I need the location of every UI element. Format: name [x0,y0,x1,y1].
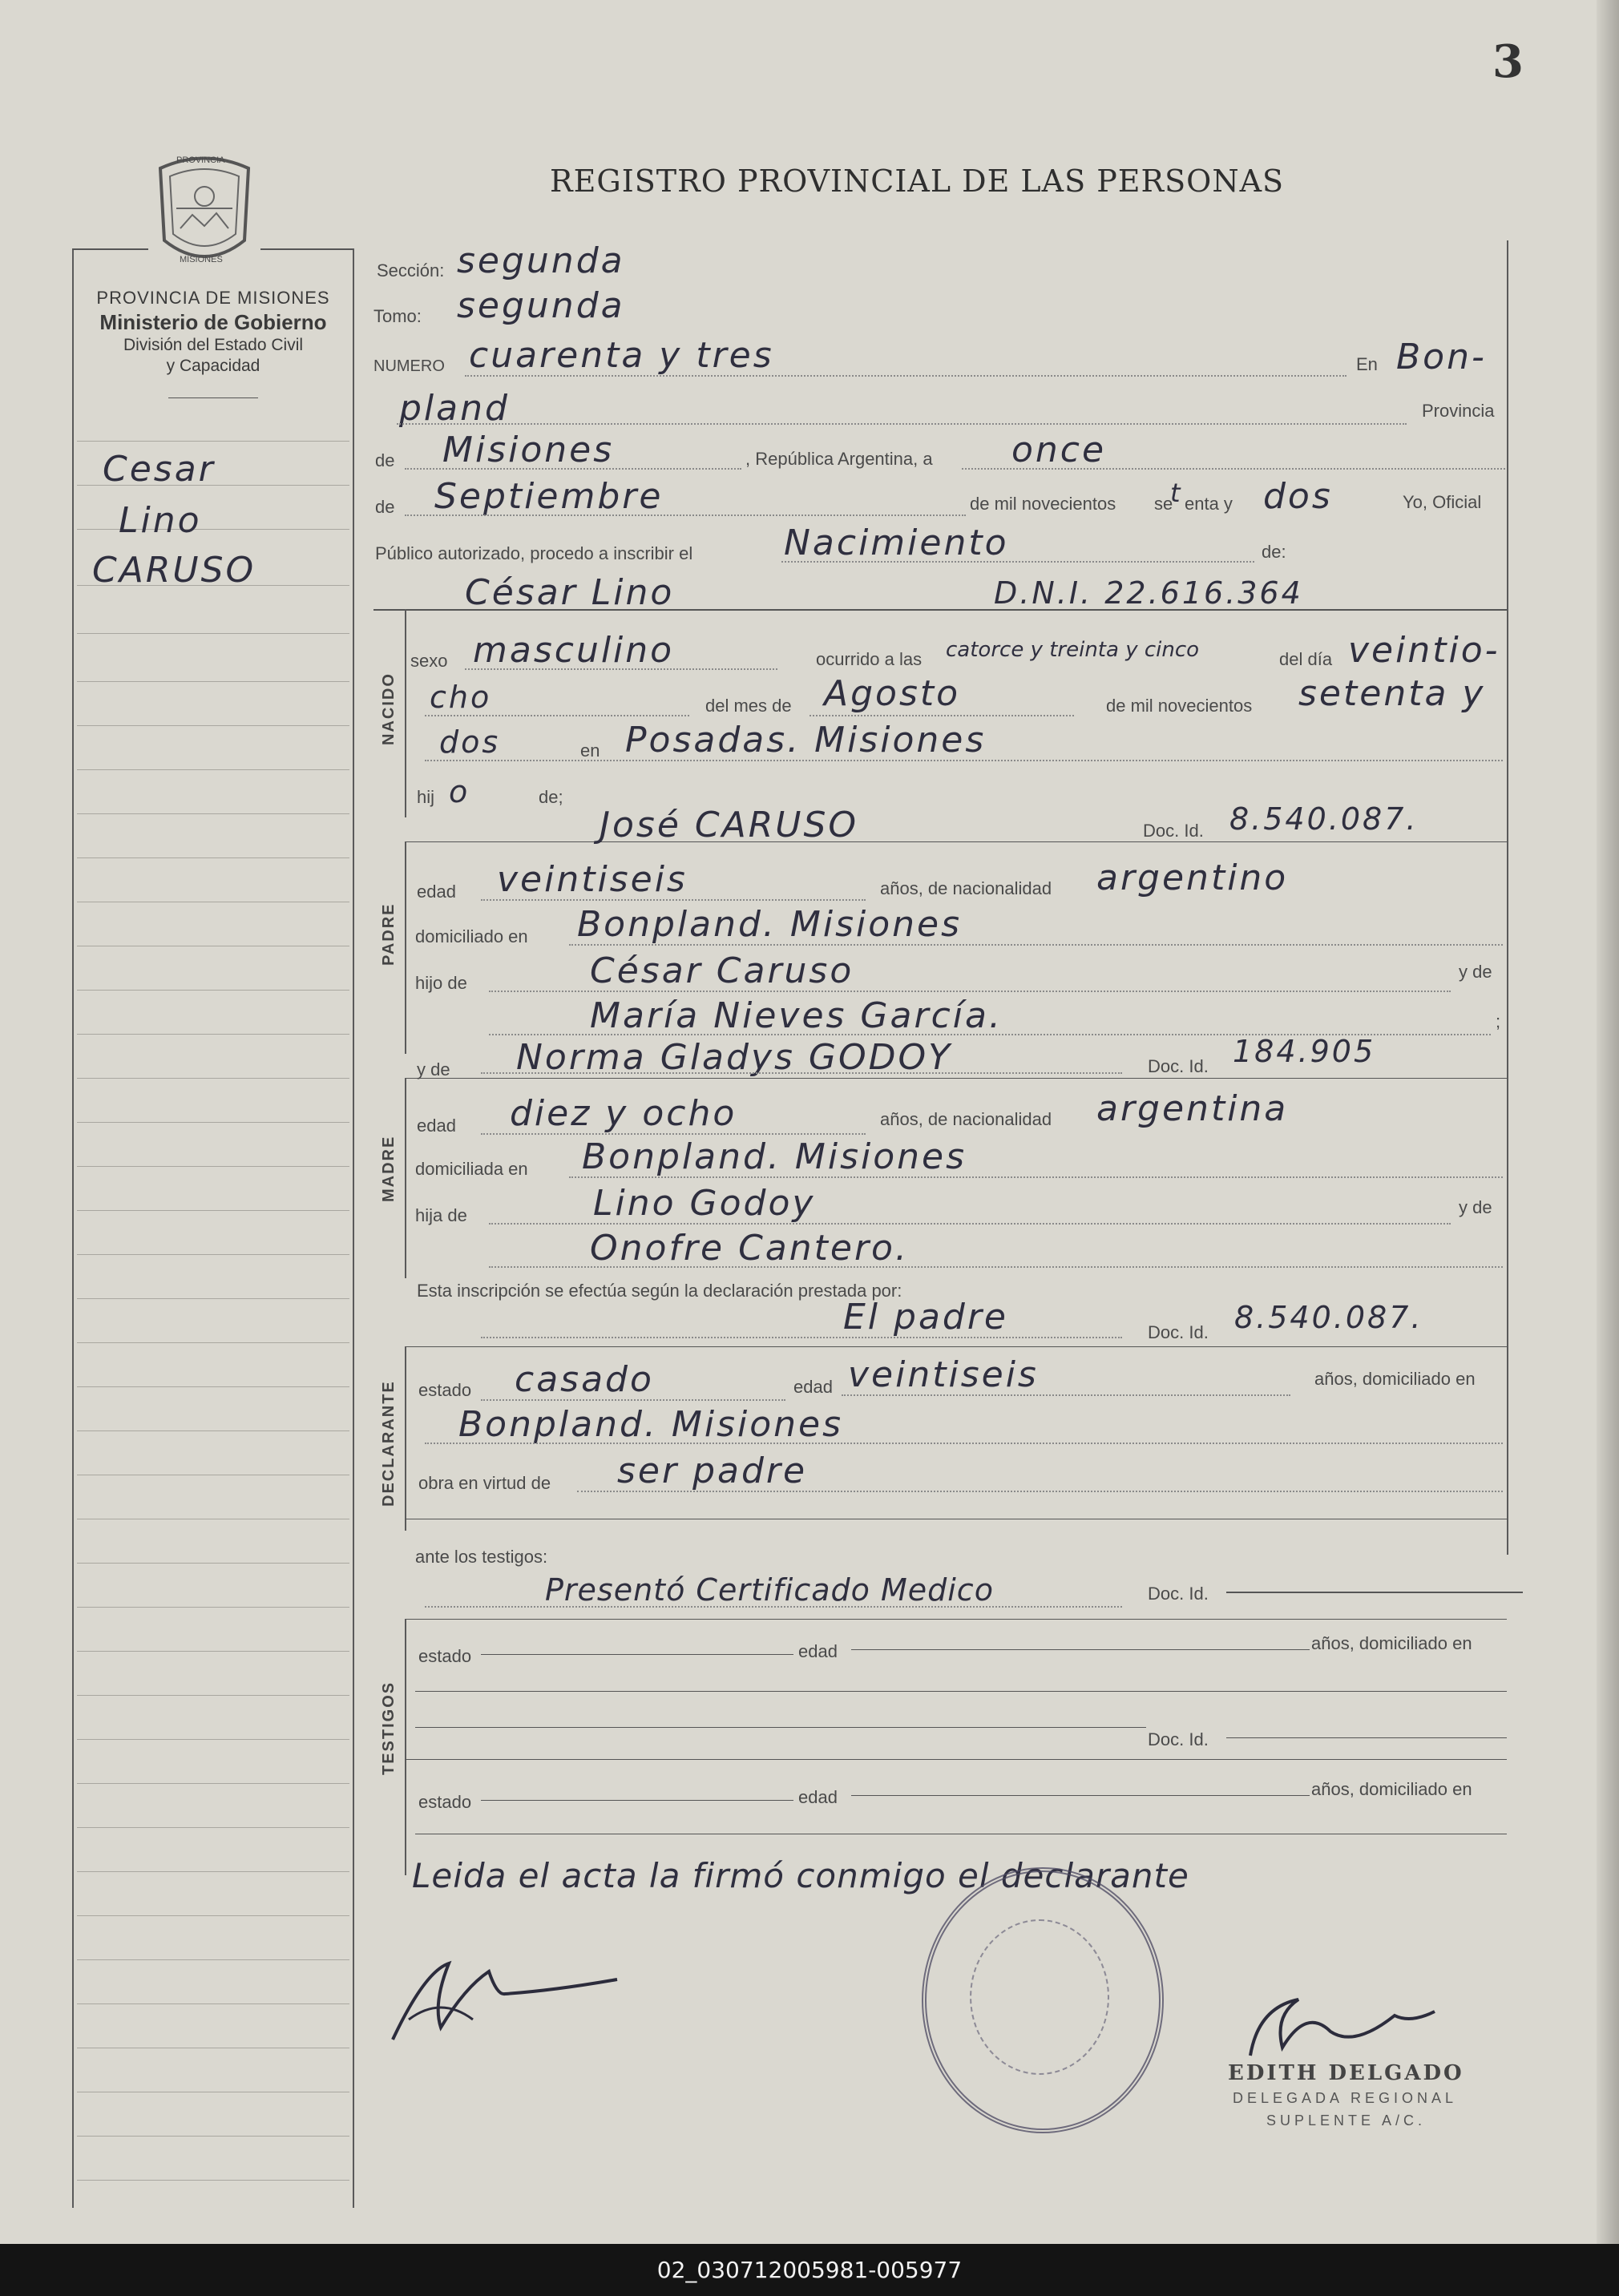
oficial-label: Yo, Oficial [1403,492,1482,512]
padre-madre-value: María Nieves García. [590,995,1003,1036]
nacido-de-label: de; [539,787,563,807]
madre-y-de-label: y de [417,1059,450,1079]
acto-dotted-line [781,561,1254,563]
declarante-edad-value: veintiseis [848,1354,1039,1395]
obra-label: obra en virtud de [418,1473,551,1493]
padre-domicilio-label: domiciliado en [415,926,528,946]
numero-label: NUMERO [373,357,445,375]
declarante-doc-label: Doc. Id. [1148,1322,1209,1342]
tomo-label: Tomo: [373,306,422,326]
padre-doc-value: 8.540.087. [1229,801,1419,837]
nacido-nombre-value: César Lino [465,572,675,613]
madre-nacionalidad-label: años, de nacionalidad [880,1109,1052,1129]
padre-edad-dotted-line [481,899,866,901]
nacido-bottom-line [405,841,1507,842]
provincia-dotted-line [405,468,741,470]
page-number: 3 [1492,35,1524,88]
testigo-edad-line [851,1649,1310,1650]
official-seal-inner [970,1919,1109,2075]
nacido-en-label: en [580,740,600,761]
ante-testigos-label: ante los testigos: [415,1547,548,1567]
padre-nacionalidad-value: argentino [1096,857,1289,898]
margin-top-line-right [260,248,353,250]
mil-value-mid: t [1170,478,1183,508]
mil-label: de mil novecientos [970,494,1116,514]
padre-nombre-value: José CARUSO [600,805,859,845]
declarante-domicilio-dotted-line [425,1443,1503,1444]
testigo-domicilio-label: años, domiciliado en [1311,1633,1472,1653]
emblem-text-top: PROVINCIA [176,155,225,165]
side-header [74,287,353,377]
numero-dotted-line [465,375,1346,377]
right-frame-line [1507,240,1508,1555]
hijo-label: hij [417,787,435,807]
declarante-estado-dotted-line [481,1399,785,1401]
publico-label: Público autorizado, procedo a inscribir el [375,543,693,563]
declarante-nombre-value: El padre [843,1297,1008,1338]
padre-separator: ; [1496,1011,1501,1031]
lugar-dotted-line [397,423,1407,425]
nacido-dia-continuation: cho [430,680,492,715]
testigo-edad-label-2: edad [798,1787,838,1807]
hijo-value: o [449,774,470,809]
dia-dotted-line [962,468,1505,470]
padre-domicilio-dotted-line [569,944,1503,946]
margin-note-line-3: CARUSO [92,550,256,591]
margin-divider-line [353,248,354,2208]
side-header-underline [168,397,258,398]
declarante-estado-label: estado [418,1380,472,1400]
nacido-anio-value: setenta y [1298,673,1486,714]
de-label-3: de: [1262,542,1286,562]
en-label: En [1356,354,1378,374]
seccion-label: Sección: [377,260,445,280]
mes-dotted-line [405,514,966,516]
province-label: PROVINCIA DE MISIONES [96,288,330,308]
anio-value: dos [1263,476,1333,517]
dia-value: once [1011,430,1107,470]
left-frame-line [72,248,74,2208]
testigo-line-2 [415,1691,1507,1692]
padre-bottom-line [405,1078,1507,1079]
declarante-edad-dotted-line [842,1394,1290,1396]
padre-divider [405,841,406,1054]
madre-y-de-label-2: y de [1459,1197,1492,1217]
madre-domicilio-dotted-line [569,1176,1503,1178]
testigo-domicilio-label-2: años, domiciliado en [1311,1779,1472,1799]
padre-edad-label: edad [417,882,456,902]
nacido-lugar-value: Posadas. Misiones [625,720,987,761]
testigo-estado-line [481,1654,793,1655]
padre-nacionalidad-label: años, de nacionalidad [880,878,1052,898]
testigo-line-3 [415,1727,1146,1728]
obra-dotted-line [577,1491,1503,1492]
testigo-1-dotted-line [425,1606,1122,1608]
nacido-section-label: NACIDO [380,672,398,745]
declarante-top-line [405,1346,1507,1347]
declarante-doc-value: 8.540.087. [1234,1300,1423,1335]
lugar-value-dotted-line [425,760,1503,761]
declarante-section-label: DECLARANTE [380,1380,398,1507]
sexo-dotted-line [465,668,777,670]
declarante-divider [405,1346,406,1531]
provincia-label: Provincia [1422,401,1495,421]
closing-text: Leida el acta la firmó conmigo el declarante [412,1856,1189,1895]
testigo-1-value: Presentó Certificado Medico [545,1572,994,1608]
tomo-value: segunda [457,285,625,326]
del-mes-label: del mes de [705,696,792,716]
en-value: Bon- [1396,337,1487,377]
right-signature [1234,1983,1443,2072]
madre-hija-de-label: hija de [415,1205,467,1225]
de-label-2: de [375,497,395,517]
nacido-divider [405,609,406,817]
mes-value: Septiembre [434,476,664,517]
padre-padre-value: César Caruso [590,950,854,991]
obra-value: ser padre [617,1451,808,1491]
madre-madre-value: Onofre Cantero. [590,1228,909,1269]
padre-padre-dotted-line [489,991,1451,992]
stamp-line-2: SUPLENTE A/C. [1266,2112,1427,2129]
testigos-section-label: TESTIGOS [380,1681,398,1775]
page-title: REGISTRO PROVINCIAL DE LAS PERSONAS [550,163,1285,199]
padre-domicilio-value: Bonpland. Misiones [577,904,963,945]
acto-value: Nacimiento [784,523,1009,563]
margin-top-line [72,248,148,250]
testigo-estado-label: estado [418,1646,472,1666]
sexo-label: sexo [410,651,448,671]
madre-nacionalidad-value: argentina [1096,1088,1289,1129]
lugar-continuation: pland [399,388,510,429]
hora-value: catorce y treinta y cinco [946,638,1200,662]
division-label-2: y Capacidad [166,357,260,375]
del-dia-label: del día [1279,649,1333,669]
nacido-anio-continuation: dos [439,724,501,760]
declarante-estado-value: casado [515,1359,654,1400]
padre-edad-value: veintiseis [497,859,688,900]
nacido-mil-label: de mil novecientos [1106,696,1253,716]
declarante-domicilio-label: años, domiciliado en [1314,1369,1476,1389]
testigos-doc-line [1226,1592,1523,1593]
republica-label: , República Argentina, a [745,449,933,469]
numero-value: cuarenta y tres [469,335,774,376]
sexo-value: masculino [473,630,675,671]
madre-madre-dotted-line [489,1266,1503,1268]
madre-edad-label: edad [417,1116,456,1136]
testigos-top-line [405,1619,1507,1620]
margin-note-line-1: Cesar [103,449,216,490]
padre-doc-label: Doc. Id. [1143,821,1204,841]
ocurrido-label: ocurrido a las [816,649,923,669]
madre-padre-dotted-line [489,1223,1451,1225]
division-label-1: División del Estado Civil [123,336,304,354]
mes-value-dotted-line [810,715,1074,716]
left-signature [377,1939,633,2052]
declarante-domicilio-value: Bonpland. Misiones [458,1404,844,1445]
testigos-mid-line [405,1759,1507,1760]
dia-cont-dotted-line [425,715,689,716]
testigo-edad-label: edad [798,1641,838,1661]
testigo-edad-line-2 [851,1795,1310,1796]
mil-value-left: se [1154,494,1173,514]
nacido-dni-value: D.N.I. 22.616.364 [994,575,1303,611]
testigos-divider [405,1619,406,1875]
padre-hijo-de-label: hijo de [415,973,467,993]
declarante-intro-label: Esta inscripción se efectúa según la declaración prestada por: [417,1281,902,1301]
document-id-footer: 02_030712005981-005977 [0,2244,1619,2296]
emblem-text-bottom: MISIONES [180,255,223,264]
testigo-estado-label-2: estado [418,1792,472,1812]
declarante-nombre-dotted-line [481,1337,1122,1338]
de-label-1: de [375,450,395,470]
madre-nombre-dotted-line [481,1072,1122,1074]
stamp-line-1: DELEGADA REGIONAL [1233,2090,1458,2106]
madre-padre-value: Lino Godoy [593,1183,816,1224]
stamp-name: EDITH DELGADO [1228,2061,1464,2085]
testigo-estado-line-2 [481,1800,793,1801]
provincia-value: Misiones [442,430,615,470]
madre-nombre-value: Norma Gladys GODOY [516,1037,953,1078]
padre-section-label: PADRE [380,902,398,966]
nacido-mes-value: Agosto [824,673,961,714]
madre-section-label: MADRE [380,1135,398,1202]
seccion-value: segunda [457,240,625,281]
declarante-edad-label: edad [793,1377,833,1397]
binding-edge [1597,0,1619,2244]
testigo-doc-label-2: Doc. Id. [1148,1729,1209,1749]
margin-note-line-2: Lino [119,500,202,541]
madre-domicilio-label: domiciliada en [415,1159,528,1179]
madre-divider [405,1078,406,1278]
madre-doc-label: Doc. Id. [1148,1056,1209,1076]
madre-edad-value: diez y ocho [510,1093,737,1134]
nacido-dia-value: veintio- [1348,630,1500,671]
padre-y-de-label: y de [1459,962,1492,982]
testigo-doc-line-2 [1226,1737,1507,1738]
testigos-doc-label: Doc. Id. [1148,1584,1209,1604]
madre-doc-value: 184.905 [1233,1034,1376,1069]
madre-edad-dotted-line [481,1133,866,1135]
mil-value-right: enta y [1185,494,1233,514]
ministry-label: Ministerio de Gobierno [99,310,327,334]
madre-domicilio-value: Bonpland. Misiones [582,1136,967,1177]
